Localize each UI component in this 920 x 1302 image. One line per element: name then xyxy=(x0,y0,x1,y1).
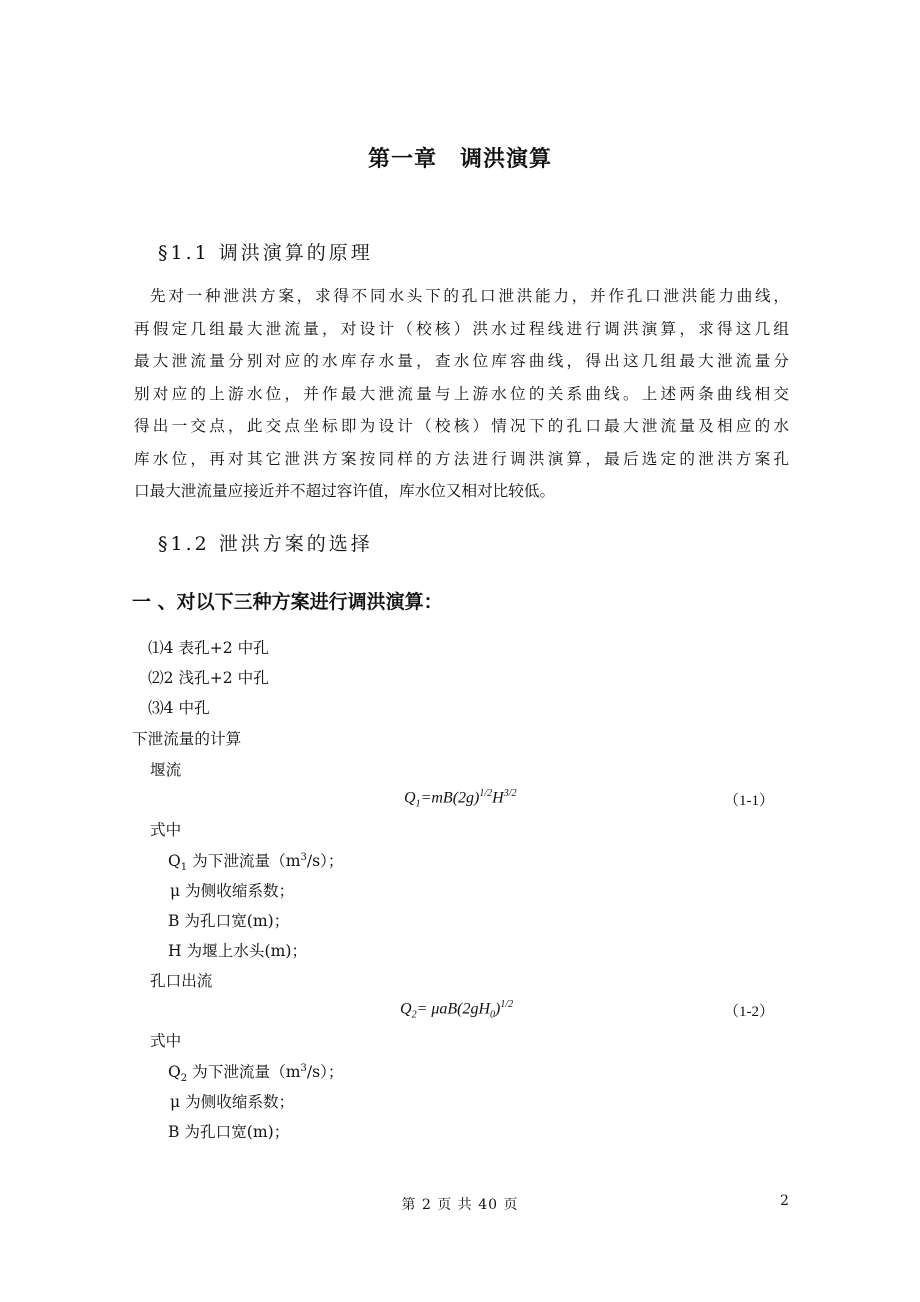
paragraph-line: 口最大泄流量应接近并不超过容许值，库水位又相对比较低。 xyxy=(134,482,556,500)
scheme-option: ⑶4 中孔 xyxy=(148,699,210,717)
definition-q1: $Q_1$ 为下泄流量$(m^3/s)$； xyxy=(168,851,344,874)
where-label: 式中 xyxy=(150,1032,182,1050)
paragraph-line: 最大泄流量分别对应的水库存水量，查水位库容曲线，得出这几组最大泄流量分 xyxy=(134,352,789,370)
definition-b: B 为孔口宽(m)； xyxy=(168,912,290,930)
discharge-heading: 下泄流量的计算 xyxy=(132,730,242,748)
section-1-1-heading: §1.1 调洪演算的原理 xyxy=(158,242,373,264)
orifice-flow-label: 孔口出流 xyxy=(150,972,213,990)
page-number: 2 xyxy=(780,1193,790,1209)
section-1-2-heading: §1.2 泄洪方案的选择 xyxy=(158,533,373,555)
equation-number: （1-2） xyxy=(724,1004,774,1020)
paragraph-line: 得出一交点，此交点坐标即为设计（校核）情况下的孔口最大泄流量及相应的水 xyxy=(134,417,789,435)
definition-q2: $Q_2$ 为下泄流量$(m^3/s)$； xyxy=(168,1062,344,1085)
definition-mu: μ 为侧收缩系数； xyxy=(170,1093,295,1111)
principle-paragraph xyxy=(134,280,789,508)
definition-mu: μ 为侧收缩系数； xyxy=(170,882,295,900)
where-label: 式中 xyxy=(150,821,182,839)
scheme-subheading: 一 、对以下三种方案进行调洪演算： xyxy=(132,591,443,613)
paragraph-line: 先对一种泄洪方案，求得不同水头下的孔口泄洪能力，并作孔口泄洪能力曲线， xyxy=(150,287,789,305)
equation-number: （1-1） xyxy=(724,793,774,809)
definition-h: H 为堰上水头(m)； xyxy=(168,942,308,960)
weir-flow-formula: $Q_1=mB(2g)^{1/2}H^{3/2}$ xyxy=(404,788,517,810)
orifice-flow-formula: $Q_2= \mu aB(2gH_0)^{1/2}$ xyxy=(400,999,514,1021)
page-footer: 第 2 页 共 40 页 xyxy=(401,1197,519,1213)
chapter-title: 第一章 调洪演算 xyxy=(367,147,552,172)
paragraph-line: 再假定几组最大泄流量，对设计（校核）洪水过程线进行调洪演算，求得这几组 xyxy=(134,319,789,338)
weir-flow-label: 堰流 xyxy=(150,761,182,779)
scheme-option: ⑴4 表孔+2 中孔 xyxy=(148,639,269,657)
paragraph-line: 别对应的上游水位，并作最大泄流量与上游水位的关系曲线。上述两条曲线相交 xyxy=(134,384,789,403)
scheme-option: ⑵2 浅孔+2 中孔 xyxy=(148,669,269,687)
definition-b: B 为孔口宽(m)； xyxy=(168,1123,290,1141)
paragraph-line: 库水位，再对其它泄洪方案按同样的方法进行调洪演算，最后选定的泄洪方案孔 xyxy=(134,449,789,468)
